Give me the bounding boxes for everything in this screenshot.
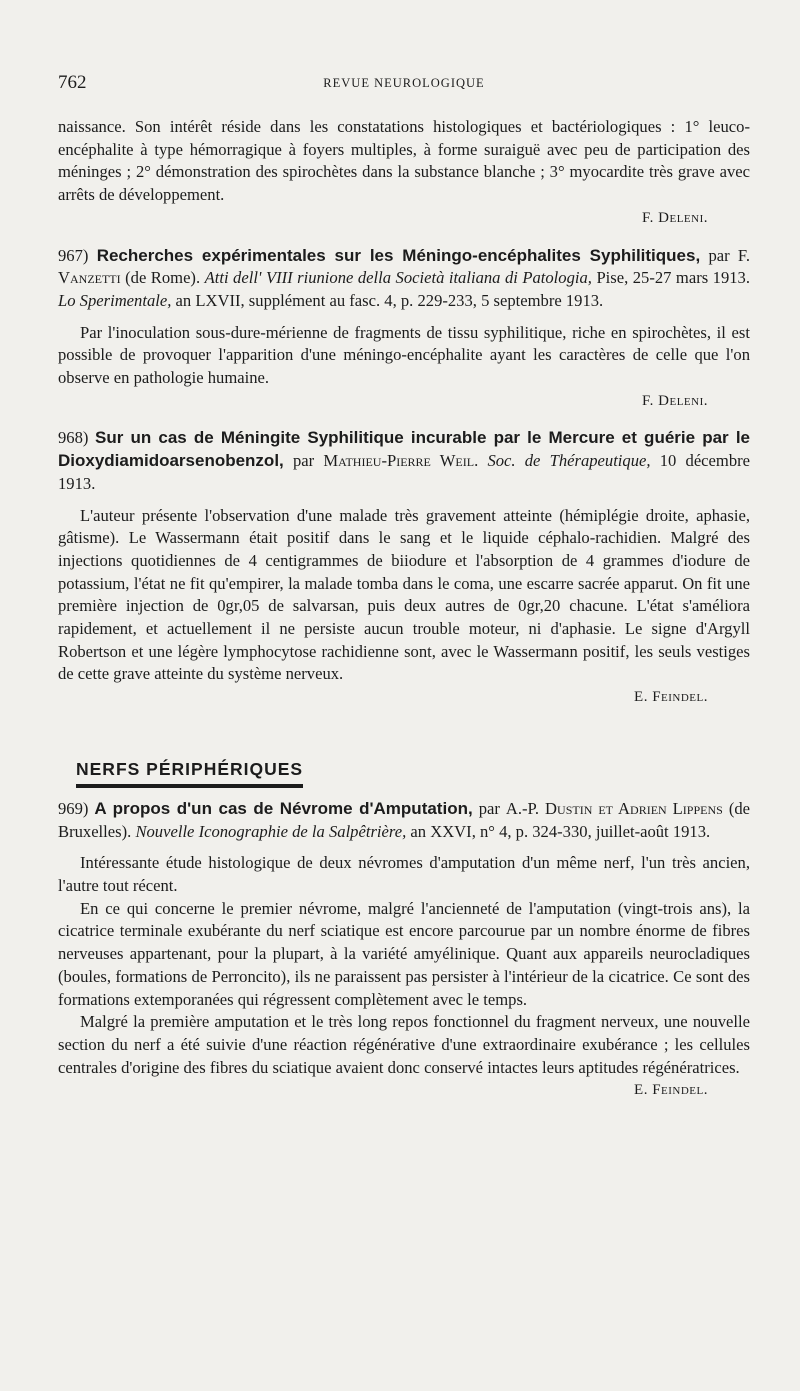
entry-author: F. Vanzetti — [58, 245, 750, 288]
section-wrap — [58, 709, 750, 783]
page-header — [58, 72, 750, 96]
entry-paragraph: Malgré la première amputation et le très long repos fonctionnel du fragment nerveux, une nouvelle section du nerf a été suivie d'une réaction régénérative d'une extraordinaire exubérance ; les cellules centrales d'origine des fibres du sciatique avaient donc conservé intactes leurs aptitudes régénératrices. — [58, 1012, 750, 1077]
signature: E. Feindel. — [634, 1082, 708, 1099]
page-body — [58, 116, 750, 1102]
entry-title: Sur un cas de Méningite Syphilitique incurable par le Mercure et guérie par le Dioxydiamidoarsenobenzol, — [58, 428, 750, 471]
entry-author: A.-P. Dustin et Adrien Lippens — [505, 798, 723, 818]
page-number: 762 — [58, 72, 87, 93]
entry-paragraph: Intéressante étude histologique de deux névromes d'amputation d'un même nerf, l'un très ancien, l'autre tout récent. — [58, 853, 750, 895]
continuation-paragraph: naissance. Son intérêt réside dans les constatations histologiques et bactériologiques : 1° leuco-encéphalite à type hémorragique à foyers multiples, à forme suraiguë avec peu de participation des méninges ; 2° démonstration des spirochètes dans la substance blanche ; 3° myocardite très grave avec arrêts de développement. — [58, 117, 750, 205]
signature: F. Deleni. — [642, 392, 708, 409]
abstract-entry-969 — [58, 798, 750, 1102]
entry-title: A propos d'un cas de Névrome d'Amputation, — [94, 798, 473, 818]
par-word: par — [478, 798, 500, 818]
entry-heading — [58, 427, 750, 495]
entry-citation: an XXVI, n° 4, p. 324-330, juillet-août 1913. — [410, 821, 711, 841]
signature: E. Feindel. — [634, 689, 708, 706]
running-head: REVUE NEUROLOGIQUE — [323, 76, 485, 90]
entry-heading — [58, 245, 750, 313]
par-word: par — [708, 245, 730, 265]
signature: F. Deleni. — [642, 209, 708, 226]
entry-paragraph: En ce qui concerne le premier névrome, malgré l'ancienneté de l'amputation (vingt-trois ans), la cicatrice terminale exubérante du nerf sciatique est encore parcourue par un nombre énorme de fibres nerveuses appartenant, pour la plupart, à la variété amyélinique. Quant aux appareils neurocladiques (boules, formations de Perroncito), ils ne paraissent pas persister à l'intérieur de la cicatrice. Ce sont des formations extemporanées qui régressent complètement avec le temps. — [58, 898, 750, 1009]
entry-number: 968) — [58, 428, 89, 448]
entry-citation: Pise, 25-27 mars 1913. — [596, 268, 750, 288]
entry-journal-2: Lo Sperimentale, — [58, 290, 172, 310]
entry-journal: Nouvelle Iconographie de la Salpêtrière, — [135, 821, 407, 841]
abstract-entry-968 — [58, 427, 750, 708]
entry-title: Recherches expérimentales sur les Méningo-encéphalites Syphilitiques, — [96, 245, 701, 265]
abstract-entry-967 — [58, 245, 750, 413]
entry-journal: Soc. de Thérapeutique, — [487, 451, 651, 471]
entry-citation-2: an LXVII, supplément au fasc. 4, p. 229-233, 5 septembre 1913. — [175, 290, 604, 310]
entry-heading — [58, 798, 750, 843]
par-word: par — [292, 451, 315, 471]
entry-number: 969) — [58, 798, 89, 818]
entry-affiliation: (de Rome). — [125, 268, 201, 288]
entry-paragraph: Par l'inoculation sous-dure-mérienne de fragments de tissu syphilitique, riche en spirochètes, il est possible de provoquer l'apparition d'une méningo-encéphalite ayant les caractères de celle que l'on observe en pathologie humaine. — [58, 322, 750, 388]
entry-citation: 10 décembre 1913. — [58, 451, 751, 493]
entry-number: 967) — [58, 245, 89, 265]
section-heading: NERFS PÉRIPHÉRIQUES — [76, 759, 303, 788]
entry-journal: Atti dell' VIII riunione della Società italiana di Patologia, — [204, 268, 592, 288]
entry-paragraph: L'auteur présente l'observation d'une malade très gravement atteinte (hémiplégie droite, aphasie, gâtisme). Le Wassermann était positif dans le sang et le liquide céphalo-rachidien. Malgré des injections quotidiennes de 4 centigrammes de biiodure et l'absorption de 4 grammes d'iodure de potassium, l'état ne fit qu'empirer, la malade tomba dans le coma, une escarre sacrée apparut. On fit une première injection de 0gr,05 de salvarsan, puis deux autres de 0gr,20 chacune. L'état s'améliora rapidement, et actuellement il ne persiste aucun trouble moteur, ni d'aphasie. Le signe d'Argyll Robertson et une légère lymphocytose rachidienne sont, avec le Wassermann positif, les seuls vestiges de cette grave atteinte du système nerveux. — [58, 505, 750, 684]
entry-author: Mathieu-Pierre Weil. — [323, 451, 479, 471]
entry-affiliation: (de Bruxelles). — [58, 798, 751, 841]
